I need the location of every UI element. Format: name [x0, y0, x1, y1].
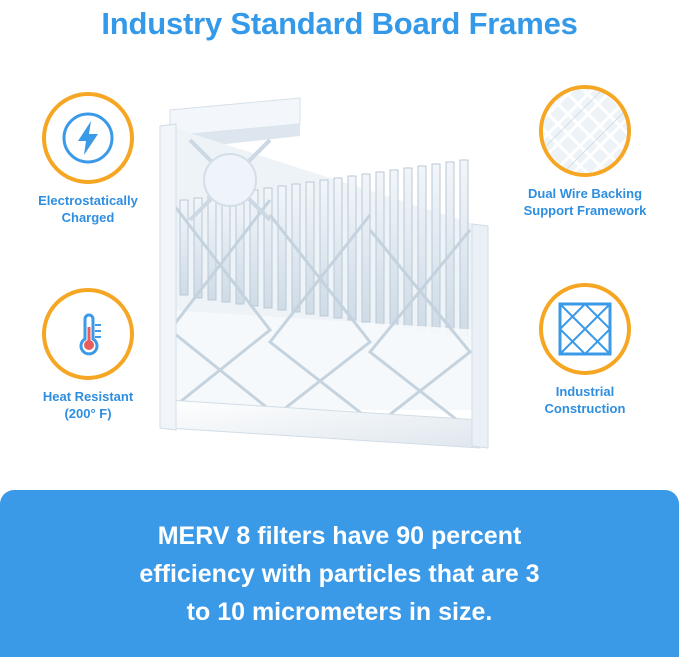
feature-heat-resistant [8, 288, 168, 422]
lightning-bolt-icon [61, 111, 115, 165]
banner-line-1: MERV 8 filters have 90 percent [157, 521, 522, 550]
feature-caption-line1: Industrial [555, 384, 615, 399]
banner-line-3: to 10 micrometers in size. [186, 597, 493, 626]
feature-dual-wire-backing [505, 85, 665, 219]
page-title: Industry Standard Board Frames [101, 6, 578, 41]
feature-electrostatically-charged [8, 92, 168, 226]
lattice-frame-icon [556, 300, 614, 358]
feature-icon-ring [539, 283, 631, 375]
merv-rating-banner [0, 490, 679, 657]
feature-industrial-construction [505, 283, 665, 417]
feature-caption-line1: Dual Wire Backing [527, 186, 643, 201]
feature-caption-line2: Support Framework [523, 203, 647, 218]
thermometer-icon [61, 307, 115, 361]
feature-caption-line2: Construction [544, 401, 626, 416]
wire-mesh-photo-icon [543, 89, 627, 173]
feature-caption-line1: Electrostatically [38, 193, 138, 208]
feature-caption [8, 192, 168, 226]
pleated-air-filter-illustration [150, 80, 510, 470]
feature-caption [505, 383, 665, 417]
feature-caption-line2: Charged [61, 210, 115, 225]
feature-caption [8, 388, 168, 422]
feature-icon-ring [42, 288, 134, 380]
feature-icon-ring [42, 92, 134, 184]
feature-caption-line2: (200° F) [64, 406, 112, 421]
feature-caption [505, 185, 665, 219]
banner-line-2: efficiency with particles that are 3 [139, 559, 540, 588]
product-image [150, 80, 510, 470]
feature-icon-ring [539, 85, 631, 177]
feature-caption-line1: Heat Resistant [42, 389, 134, 404]
